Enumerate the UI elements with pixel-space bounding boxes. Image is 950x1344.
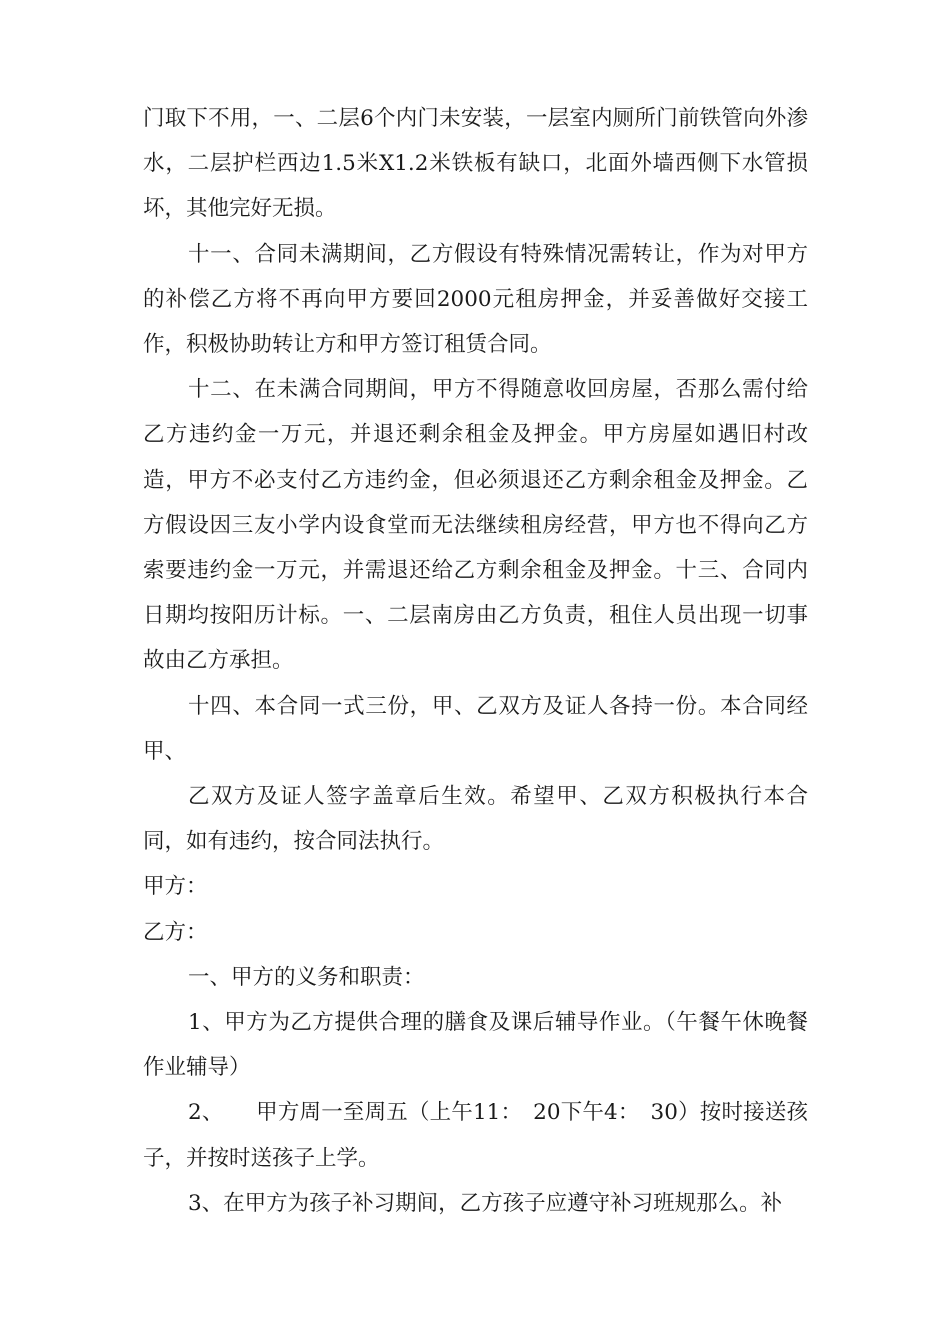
paragraph-clause-11: 十一、合同未满期间，乙方假设有特殊情况需转让，作为对甲方的补偿乙方将不再向甲方要回2000元租房押金，并妥善做好交接工作，积极协助转让方和甲方签订租赁合同。 (143, 241, 808, 358)
section-heading-party-a-duties: 一、甲方的义务和职责： (188, 964, 425, 990)
paragraph-house-condition: 门取下不用，一、二层6个内门未安装，一层室内厕所门前铁管向外渗水，二层护栏西边1.5米X1.2米铁板有缺口，北面外墙西侧下水管损坏，其他完好无损。 (143, 106, 808, 222)
duty-item-1: 1、甲方为乙方提供合理的膳食及课后辅导作业。（午餐午休晚餐作业辅导） (143, 1010, 808, 1081)
document-body (143, 96, 808, 1226)
party-a-signature-label: 甲方： (143, 874, 208, 900)
paragraph-clause-12: 十二、在未满合同期间，甲方不得随意收回房屋，否那么需付给乙方违约金一万元，并退还剩余租金及押金。甲方房屋如遇旧村改造，甲方不必支付乙方违约金，但必须退还乙方剩余租金及押金。乙方假设因三友小学内设食堂而无法继续租房经营，甲方也不得向乙方索要违约金一万元，并需退还给乙方剩余租金及押金。十三、合同内日期均按阳历计标。一、二层南房由乙方负责，租住人员出现一切事故由乙方承担。 (143, 377, 808, 674)
paragraph-clause-14-continued: 乙双方及证人签字盖章后生效。希望甲、乙双方积极执行本合同，如有违约，按合同法执行。 (143, 784, 808, 855)
duty-item-2: 2、 甲方周一至周五（上午11： 20下午4： 30）按时接送孩 子，并按时送孩子上学。 (143, 1100, 808, 1171)
duty-item-3: 3、在甲方为孩子补习期间，乙方孩子应遵守补习班规那么。补 (188, 1190, 783, 1216)
party-b-signature-label: 乙方： (143, 919, 208, 945)
paragraph-clause-14: 十四、本合同一式三份，甲、乙双方及证人各持一份。本合同经甲、 (143, 693, 808, 764)
